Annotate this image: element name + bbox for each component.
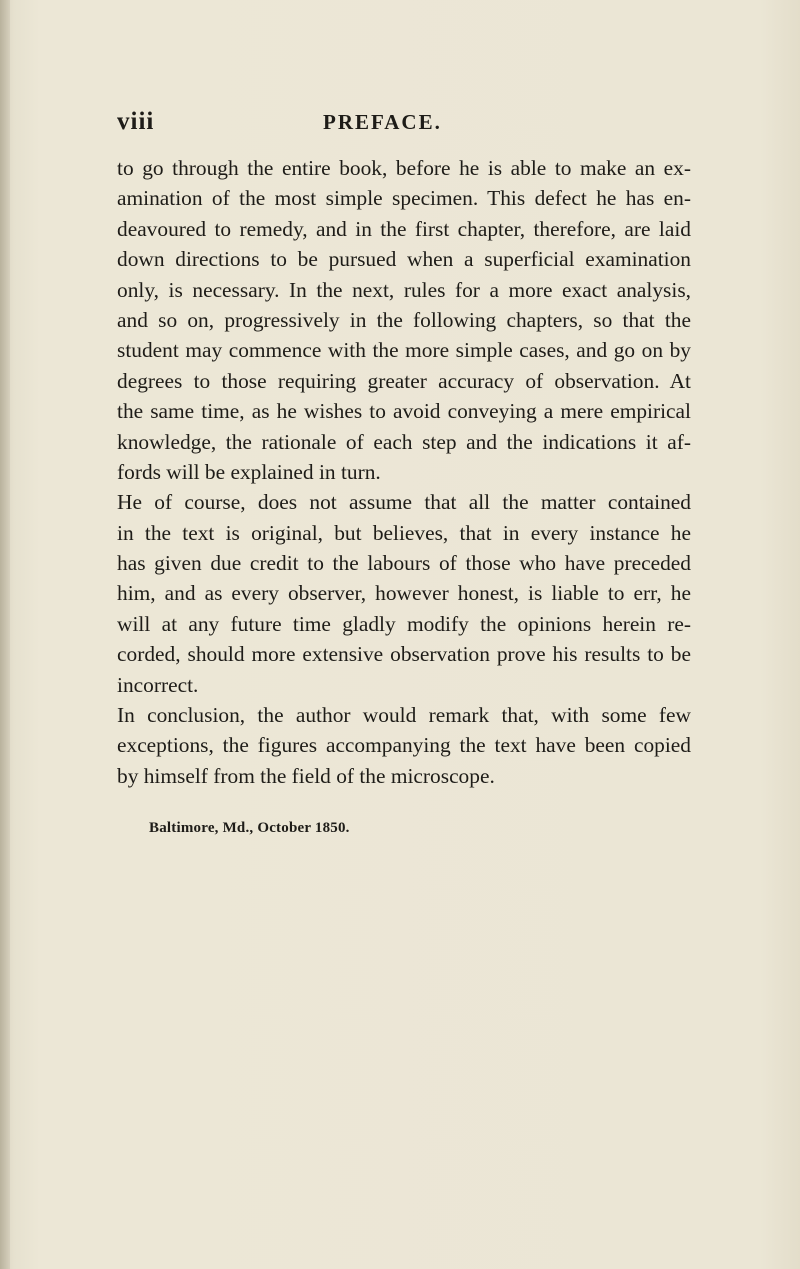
- text-line: deavoured to remedy, and in the first chapter, therefore, are laid: [117, 216, 691, 241]
- text-line: in the text is original, but believes, that in every instance he: [117, 520, 691, 545]
- text-line: In conclusion, the author would remark that, with some few: [117, 703, 691, 728]
- text-line: only, is necessary. In the next, rules for a more exact analysis,: [117, 277, 691, 302]
- text-line: corded, should more extensive observation prove his results to be: [117, 642, 691, 667]
- text-line: knowledge, the rationale of each step and the indications it af-: [117, 429, 691, 454]
- body-text: [117, 153, 691, 791]
- text-line: to go through the entire book, before he is able to make an ex-: [117, 156, 691, 180]
- running-head: [117, 108, 697, 138]
- text-line: incorrect.: [117, 672, 199, 697]
- text-line: down directions to be pursued when a superficial examination: [117, 247, 691, 272]
- binding-edge: [0, 0, 10, 1269]
- signature-dateline: Baltimore, Md., October 1850.: [149, 820, 350, 836]
- text-line: and so on, progressively in the following chapters, so that the: [117, 307, 691, 332]
- text-line: the same time, as he wishes to avoid conveying a mere empirical: [117, 399, 691, 424]
- text-line: him, and as every observer, however honest, is liable to err, he: [117, 581, 691, 606]
- text-line: exceptions, the figures accompanying the text have been copied: [117, 733, 691, 758]
- text-line: degrees to those requiring greater accuracy of observation. At: [117, 368, 691, 393]
- text-line: fords will be explained in turn.: [117, 459, 381, 484]
- page-number: viii: [117, 108, 155, 135]
- text-line: will at any future time gladly modify the opinions herein re-: [117, 611, 691, 636]
- text-line: by himself from the field of the microscope.: [117, 763, 495, 788]
- running-head-title: PREFACE.: [323, 110, 442, 134]
- text-line: has given due credit to the labours of those who have preceded: [117, 551, 691, 576]
- text-line: student may commence with the more simple cases, and go on by: [117, 338, 691, 363]
- text-line: amination of the most simple specimen. This defect he has en-: [117, 186, 691, 211]
- text-line: He of course, does not assume that all the matter contained: [117, 490, 691, 515]
